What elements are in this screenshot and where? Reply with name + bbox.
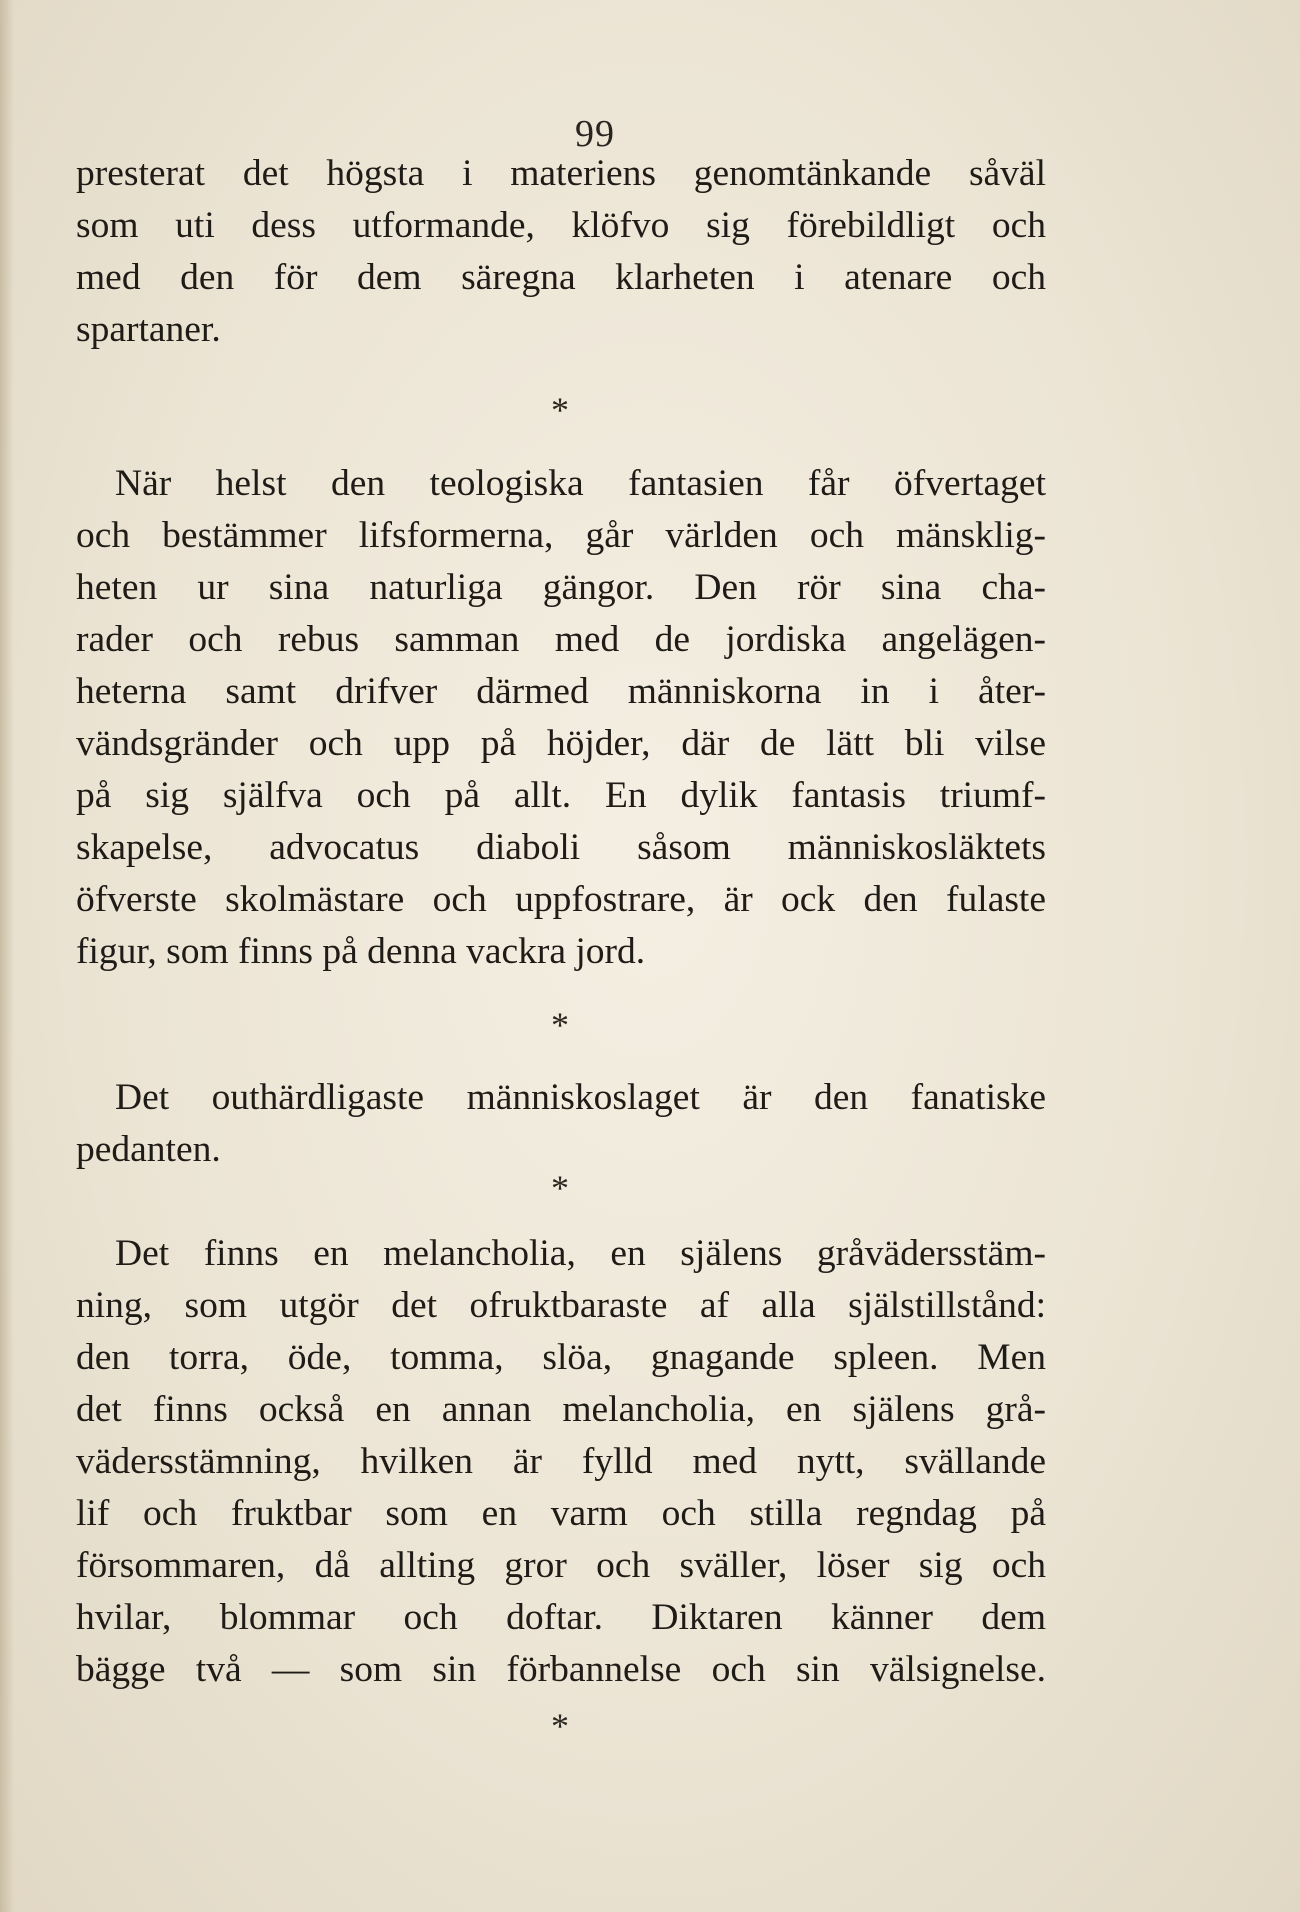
text-line: vändsgränder och upp på höjder, där de lätt bli vilse <box>76 723 1046 764</box>
text-line: vädersstämning, hvilken är fylld med nytt, svällande <box>76 1441 1046 1482</box>
text-line: Det outhärdligaste människoslaget är den fanatiske <box>115 1077 1046 1118</box>
section-separator: * <box>551 1168 569 1208</box>
paragraph-3 <box>76 1072 1046 1176</box>
text-line: bägge två — som sin förbannelse och sin välsignelse. <box>76 1649 1046 1690</box>
paragraph-2 <box>76 458 1046 978</box>
text-line: försommaren, då allting gror och sväller, löser sig och <box>76 1545 1046 1586</box>
text-line: den torra, öde, tomma, slöa, gnagande spleen. Men <box>76 1337 1046 1378</box>
text-line: öfverste skolmästare och uppfostrare, är ock den fulaste <box>76 879 1046 920</box>
text-line: rader och rebus samman med de jordiska angelägen- <box>76 619 1046 660</box>
text-line: det finns också en annan melancholia, en själens grå- <box>76 1389 1046 1430</box>
text-line: på sig själfva och på allt. En dylik fantasis triumf- <box>76 775 1046 816</box>
text-line: heterna samt drifver därmed människorna in i åter- <box>76 671 1046 712</box>
text-line: pedanten. <box>76 1129 221 1170</box>
section-separator: * <box>551 390 569 430</box>
text-line: och bestämmer lifsformerna, går världen och mänsklig- <box>76 515 1046 556</box>
text-line: heten ur sina naturliga gängor. Den rör sina cha- <box>76 567 1046 608</box>
text-line: När helst den teologiska fantasien får öfvertaget <box>115 463 1046 504</box>
text-line: spartaner. <box>76 309 221 350</box>
page-binding-edge <box>0 0 14 1912</box>
text-line: figur, som finns på denna vackra jord. <box>76 931 646 972</box>
text-line: ning, som utgör det ofruktbaraste af alla själstillstånd: <box>76 1285 1046 1326</box>
text-line: Det finns en melancholia, en själens gråvädersstäm- <box>115 1233 1046 1274</box>
section-separator: * <box>551 1706 569 1746</box>
paragraph-4 <box>76 1228 1046 1696</box>
page-number: 99 <box>575 113 615 155</box>
section-separator: * <box>551 1005 569 1045</box>
text-line: presterat det högsta i materiens genomtänkande såväl <box>76 153 1046 194</box>
text-line: lif och fruktbar som en varm och stilla regndag på <box>76 1493 1046 1534</box>
text-line: som uti dess utformande, klöfvo sig förebildligt och <box>76 205 1046 246</box>
paragraph-1 <box>76 148 1046 356</box>
text-line: hvilar, blommar och doftar. Diktaren känner dem <box>76 1597 1046 1638</box>
text-line: med den för dem säregna klarheten i atenare och <box>76 257 1046 298</box>
text-line: skapelse, advocatus diaboli såsom människosläktets <box>76 827 1046 868</box>
